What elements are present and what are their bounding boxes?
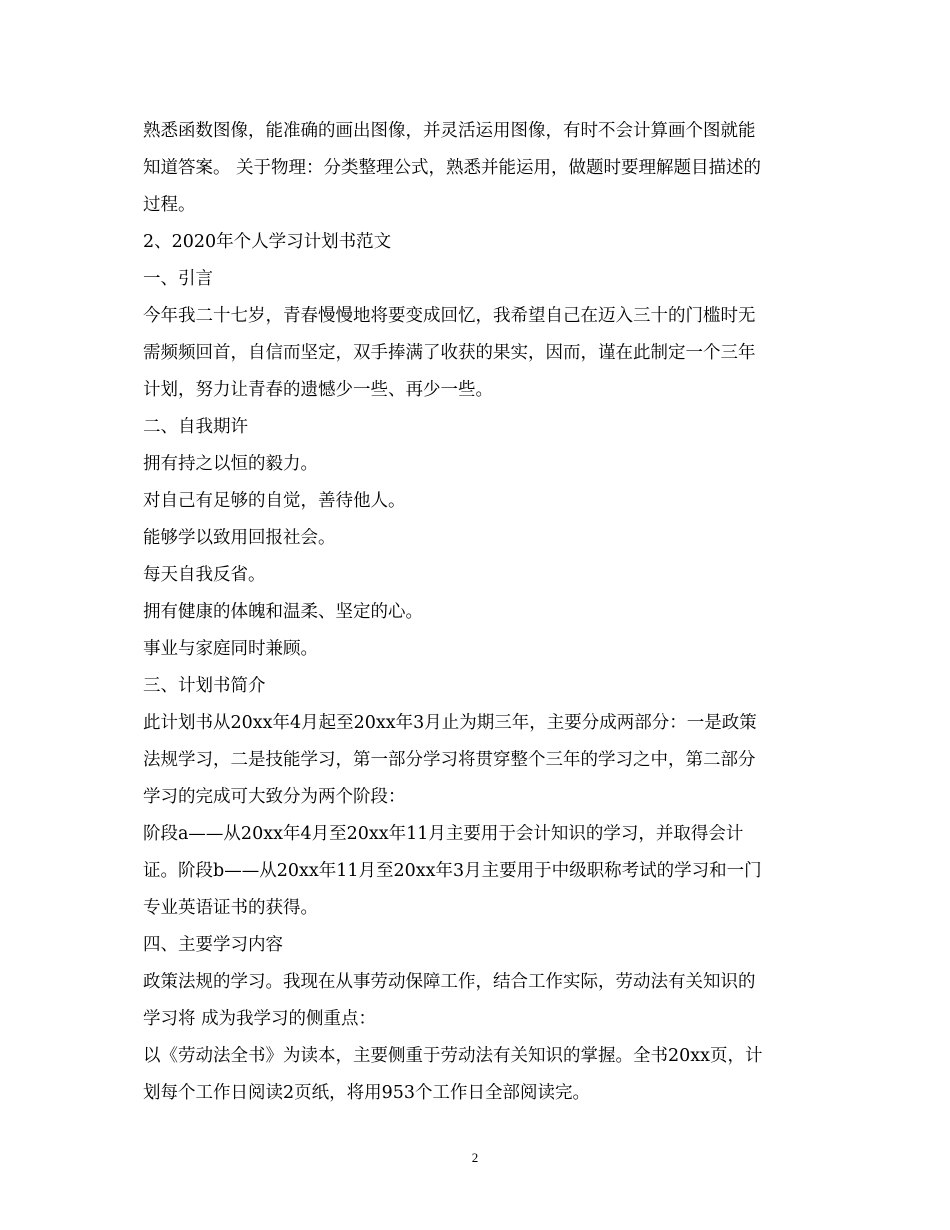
text-line: 以《劳动法全书》为读本，主要侧重于劳动法有关知识的掌握。全书20xx页，计: [143, 1046, 763, 1066]
text-line: 法规学习，二是技能学习，第一部分学习将贯穿整个三年的学习之中，第二部分: [143, 750, 756, 770]
text-line: 今年我二十七岁，青春慢慢地将要变成回忆，我希望自己在迈入三十的门槛时无: [143, 306, 756, 326]
list-item: 每天自我反省。: [143, 565, 266, 585]
text-line: 学习将 成为我学习的侧重点：: [143, 1009, 377, 1029]
document-body: [143, 113, 813, 1112]
list-item: 拥有持之以恒的毅力。: [143, 454, 318, 474]
text-line: 政策法规的学习。我现在从事劳动保障工作，结合工作实际，劳动法有关知识的: [143, 972, 756, 992]
page-number: 2: [471, 1150, 479, 1165]
text-line: 知道答案。 关于物理：分类整理公式，熟悉并能运用，做题时要理解题目描述的: [143, 158, 762, 178]
section-heading: 一、引言: [143, 269, 213, 289]
list-item: 能够学以致用回报社会。: [143, 528, 336, 548]
text-line: 划每个工作日阅读2页纸，将用953个工作日全部阅读完。: [143, 1083, 591, 1103]
text-line: 过程。: [143, 195, 196, 215]
text-line: 计划，努力让青春的遗憾少一些、再少一些。: [143, 380, 493, 400]
list-item: 拥有健康的体魄和温柔、坚定的心。: [143, 602, 423, 622]
text-line: 此计划书从20xx年4月起至20xx年3月止为期三年，主要分成两部分：一是政策: [143, 713, 757, 733]
list-item: 对自己有足够的自觉，善待他人。: [143, 491, 406, 511]
list-item: 事业与家庭同时兼顾。: [143, 639, 318, 659]
text-line: 证。阶段b——从20xx年11月至20xx年3月主要用于中级职称考试的学习和一门: [143, 861, 762, 881]
section-heading: 二、自我期许: [143, 417, 248, 437]
text-line: 阶段a——从20xx年4月至20xx年11月主要用于会计知识的学习，并取得会计: [143, 824, 744, 844]
section-heading: 三、计划书简介: [143, 676, 266, 696]
text-line: 专业英语证书的获得。: [143, 898, 318, 918]
text-line: 学习的完成可大致分为两个阶段：: [143, 787, 406, 807]
section-heading: 四、主要学习内容: [143, 935, 283, 955]
text-line: 需频频回首，自信而坚定，双手捧满了收获的果实，因而，谨在此制定一个三年: [143, 343, 756, 363]
text-line: 熟悉函数图像，能准确的画出图像，并灵活运用图像，有时不会计算画个图就能: [143, 121, 756, 141]
section-heading: 2、2020年个人学习计划书范文: [143, 232, 392, 252]
